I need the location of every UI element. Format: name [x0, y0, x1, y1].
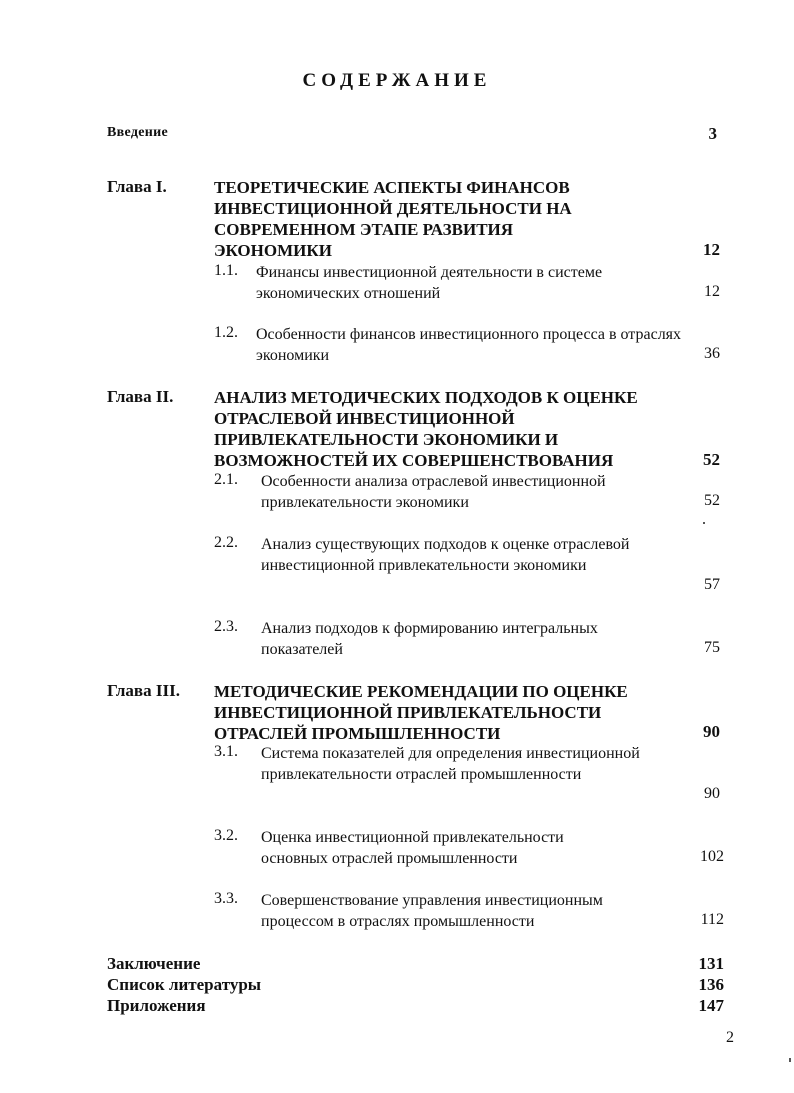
section-2-1-text: Особенности анализа отраслевой инвестиционной привлекательности экономики: [261, 473, 606, 511]
chapter-2-page: 52: [703, 450, 720, 469]
chapter-3-page: 90: [703, 722, 720, 741]
toc-references-page: 136: [698, 975, 724, 994]
section-2-2-text: Анализ существующих подходов к оценке отраслевой инвестиционной привлекательности экономики: [261, 536, 630, 574]
toc-references-label: Список литературы: [107, 975, 262, 994]
toc-conclusion-page: 131: [698, 954, 724, 973]
section-1-2-num: 1.2.: [214, 324, 238, 341]
section-2-3-num: 2.3.: [214, 618, 238, 635]
section-2-3-page: 75: [704, 639, 720, 656]
toc-intro-page: 3: [708, 124, 717, 143]
chapter-2-title: АНАЛИЗ МЕТОДИЧЕСКИХ ПОДХОДОВ К ОЦЕНКЕ ОТРАСЛЕВОЙ ИНВЕСТИЦИОННОЙ ПРИВЛЕКАТЕЛЬНОСТИ ЭКОНОМИКИ И ВОЗМОЖНОСТЕЙ ИХ СОВЕРШЕНСТВОВАНИЯ: [214, 388, 638, 470]
chapter-1-title: ТЕОРЕТИЧЕСКИЕ АСПЕКТЫ ФИНАНСОВ ИНВЕСТИЦИОННОЙ ДЕЯТЕЛЬНОСТИ НА СОВРЕМЕННОМ ЭТАПЕ РАЗВИТИЯ ЭКОНОМИКИ: [214, 178, 572, 260]
toc-intro-label: Введение: [107, 125, 168, 140]
section-2-1-num: 2.1.: [214, 471, 238, 488]
section-3-2-num: 3.2.: [214, 827, 238, 844]
chapter-2-label: Глава II.: [107, 387, 174, 406]
section-1-2-page: 36: [704, 345, 720, 362]
section-2-3-text: Анализ подходов к формированию интегральных показателей: [261, 620, 598, 658]
toc-title: СОДЕРЖАНИЕ: [302, 70, 492, 91]
toc-appendices-page: 147: [698, 996, 724, 1015]
section-3-3-num: 3.3.: [214, 890, 238, 907]
chapter-1-page: 12: [703, 240, 720, 259]
section-1-1-num: 1.1.: [214, 262, 238, 279]
section-1-1-text: Финансы инвестиционной деятельности в системе экономических отношений: [256, 264, 603, 302]
section-2-2-num: 2.2.: [214, 534, 238, 551]
section-1-2-text: Особенности финансов инвестиционного процесса в отраслях экономики: [256, 326, 682, 364]
page-number: 2: [726, 1029, 734, 1046]
chapter-3-title: МЕТОДИЧЕСКИЕ РЕКОМЕНДАЦИИ ПО ОЦЕНКЕ ИНВЕСТИЦИОННОЙ ПРИВЛЕКАТЕЛЬНОСТИ ОТРАСЛЕЙ ПРОМЫШЛЕННОСТИ: [214, 682, 628, 743]
section-3-2-page: 102: [700, 848, 724, 865]
scan-speck: [789, 1058, 791, 1062]
section-3-3-page: 112: [700, 911, 724, 928]
toc-conclusion-label: Заключение: [107, 954, 201, 973]
section-1-1-page: 12: [704, 283, 720, 300]
section-3-1-num: 3.1.: [214, 743, 238, 760]
toc-appendices-label: Приложения: [107, 996, 206, 1015]
section-2-1-page: 52: [704, 492, 720, 509]
section-3-1-text: Система показателей для определения инвестиционной привлекательности отраслей промышленности: [261, 745, 640, 783]
scan-speck: [703, 522, 705, 524]
section-3-1-page: 90: [704, 785, 720, 802]
chapter-3-label: Глава III.: [107, 681, 180, 700]
chapter-1-label: Глава I.: [107, 177, 167, 196]
section-3-3-text: Совершенствование управления инвестиционным процессом в отраслях промышленности: [261, 892, 603, 930]
section-3-2-text: Оценка инвестиционной привлекательности основных отраслей промышленности: [261, 829, 564, 867]
section-2-2-page: 57: [704, 576, 720, 593]
